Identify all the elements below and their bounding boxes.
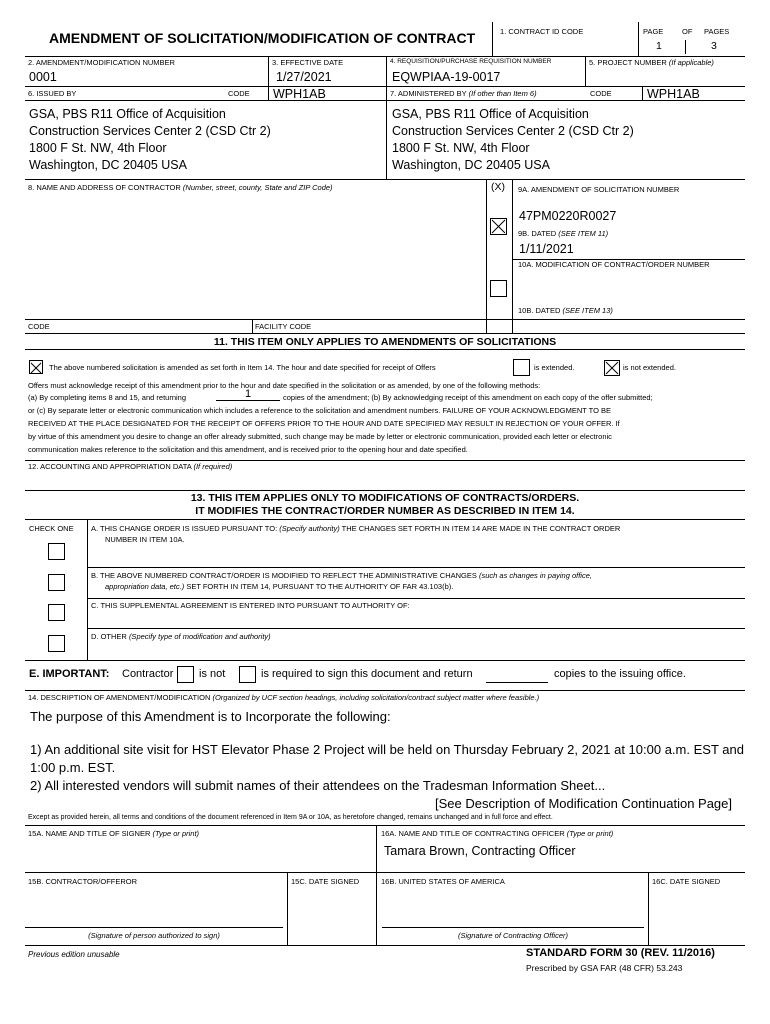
not-extended-label: is not extended. — [623, 363, 676, 372]
item11-line3: or (c) By separate letter or electronic communication which includes a reference to the solicitation and amendment numbers. FAILURE OF YOUR ACKNOWLEDGMENT TO BE — [28, 406, 612, 415]
item13b-line2: appropriation data, etc.) SET FORTH IN ITEM 14, PURSUANT TO THE AUTHORITY OF FAR 43.103(b). — [105, 582, 454, 591]
box6-code-label: CODE — [228, 89, 250, 98]
facility-code-label: FACILITY CODE — [255, 322, 312, 331]
rule — [87, 567, 745, 568]
rule — [25, 86, 745, 87]
rule — [25, 179, 745, 180]
item16b-label: 16B. UNITED STATES OF AMERICA — [381, 877, 505, 886]
box5-label: 5. PROJECT NUMBER (If applicable) — [589, 58, 714, 67]
box7-code-label: CODE — [590, 89, 612, 98]
x-mark-icon — [30, 362, 42, 374]
item11-sentence: The above numbered solicitation is amended as set forth in Item 14. The hour and date specified for receipt of Offers — [49, 363, 436, 372]
box10-checkbox[interactable] — [490, 280, 507, 297]
page-divider — [685, 40, 686, 54]
rule — [492, 22, 493, 56]
effective-date[interactable]: 1/27/2021 — [276, 70, 332, 84]
rule — [25, 825, 745, 826]
rule — [25, 333, 745, 334]
rule — [376, 825, 377, 945]
solicitation-date[interactable]: 1/11/2021 — [519, 242, 574, 256]
rule — [25, 945, 745, 946]
item15c-label: 15C. DATE SIGNED — [291, 877, 360, 886]
of-label: OF — [682, 27, 693, 36]
is-not-label: is not — [199, 668, 226, 680]
copies-number[interactable]: 1 — [216, 388, 280, 401]
item15b-label: 15B. CONTRACTOR/OFFEROR — [28, 877, 138, 886]
item13d-label: D. OTHER (Specify type of modification and authority) — [91, 632, 271, 641]
description-line5: 2) All interested vendors will submit names of their attendees on the Tradesman Information Sheet... — [30, 778, 606, 793]
box9-checkbox[interactable] — [490, 218, 507, 235]
officer-signature-caption: (Signature of Contracting Officer) — [457, 931, 569, 940]
box6-label: 6. ISSUED BY — [28, 89, 77, 98]
box6-code[interactable]: WPH1AB — [273, 87, 326, 101]
item11-line6: communication makes reference to the solicitation and this amendment, and is received prior to the opening hour and date specified. — [28, 445, 468, 454]
amended-checkbox[interactable] — [29, 360, 43, 374]
signature-line — [382, 927, 644, 928]
rule — [386, 56, 387, 179]
rule — [87, 598, 745, 599]
important-label: E. IMPORTANT: — [29, 668, 110, 680]
not-extended-checkbox[interactable] — [604, 360, 620, 376]
rule — [25, 319, 745, 320]
item13a-checkbox[interactable] — [48, 543, 65, 560]
copies-return-field[interactable] — [486, 682, 548, 683]
item13c-checkbox[interactable] — [48, 604, 65, 621]
box7-code[interactable]: WPH1AB — [647, 87, 700, 101]
rule — [25, 100, 745, 101]
box1-label: 1. CONTRACT ID CODE — [500, 27, 584, 36]
solicitation-number[interactable]: 47PM0220R0027 — [519, 209, 617, 223]
item13b-line1: B. THE ABOVE NUMBERED CONTRACT/ORDER IS MODIFIED TO REFLECT THE ADMINISTRATIVE CHANGES (such as changes in paying office, — [91, 571, 592, 580]
issued-by-address: GSA, PBS R11 Office of Acquisition Construction Services Center 2 (CSD Ctr 2) 1800 F St. NW, 4th Floor Washington, DC 20405 USA — [29, 107, 271, 172]
check-one-label: CHECK ONE — [29, 524, 74, 533]
rule — [25, 660, 745, 661]
amendment-number[interactable]: 0001 — [29, 70, 57, 84]
rule — [512, 179, 513, 333]
rule — [25, 460, 745, 461]
box10b-label: 10B. DATED (SEE ITEM 13) — [518, 306, 613, 315]
item15a-label: 15A. NAME AND TITLE OF SIGNER (Type or print) — [28, 829, 200, 838]
rule — [87, 628, 745, 629]
box8-label: 8. NAME AND ADDRESS OF CONTRACTOR (Number, street, county, State and ZIP Code) — [28, 183, 333, 192]
rule — [25, 56, 745, 57]
description-line3: 1) An additional site visit for HST Elevator Phase 2 Project will be held on Thursday February 2, 2021 at 10:00 a.m. EST and — [30, 742, 744, 757]
description-line1: The purpose of this Amendment is to Incorporate the following: — [30, 709, 391, 724]
form-number: STANDARD FORM 30 (REV. 11/2016) — [526, 947, 715, 959]
item11-line4: RECEIVED AT THE PLACE DESIGNATED FOR THE RECEIPT OF OFFERS PRIOR TO THE HOUR AND DATE SPECIFIED MAY RESULT IN REJECTION OF YOUR OFFER. If — [28, 419, 620, 428]
previous-edition: Previous edition unusable — [28, 950, 120, 959]
contractor-label: Contractor — [122, 668, 174, 680]
x-mark-icon — [605, 361, 619, 375]
item11-line2b: copies of the amendment; (b) By acknowledging receipt of this amendment on each copy of the offer submitted; — [283, 393, 653, 402]
rule — [25, 519, 745, 520]
is-required-label: is required to sign this document and return — [261, 668, 473, 680]
rule — [638, 22, 639, 56]
item11-line2a: (a) By completing items 8 and 15, and returning — [28, 393, 187, 402]
extended-checkbox[interactable] — [513, 359, 530, 376]
item12-label: 12. ACCOUNTING AND APPROPRIATION DATA (If required) — [28, 462, 233, 471]
rule — [268, 86, 269, 100]
contracting-officer-name[interactable]: Tamara Brown, Contracting Officer — [384, 844, 576, 858]
rule — [25, 690, 745, 691]
prescribed-by: Prescribed by GSA FAR (48 CFR) 53.243 — [526, 963, 683, 973]
box9a-label: 9A. AMENDMENT OF SOLICITATION NUMBER — [518, 185, 680, 194]
item16a-label: 16A. NAME AND TITLE OF CONTRACTING OFFICER (Type or print) — [381, 829, 614, 838]
rule — [486, 179, 487, 333]
x-column-label: (X) — [491, 181, 505, 193]
signature-line — [25, 927, 283, 928]
rule — [252, 319, 253, 333]
item13-heading2: IT MODIFIES THE CONTRACT/ORDER NUMBER AS DESCRIBED IN ITEM 14. — [195, 505, 575, 517]
item13a-line2: NUMBER IN ITEM 10A. — [105, 535, 185, 544]
item16c-label: 16C. DATE SIGNED — [652, 877, 721, 886]
contractor-signature-caption: (Signature of person authorized to sign) — [88, 931, 220, 940]
box3-label: 3. EFFECTIVE DATE — [272, 58, 344, 67]
box7-label: 7. ADMINISTERED BY (If other than Item 6) — [390, 89, 537, 98]
form-title: AMENDMENT OF SOLICITATION/MODIFICATION OF CONTRACT — [49, 30, 476, 46]
pages-label: PAGES — [704, 27, 730, 36]
description-line4: 1:00 p.m. EST. — [30, 760, 116, 775]
rule — [585, 56, 586, 86]
box10a-label: 10A. MODIFICATION OF CONTRACT/ORDER NUMBER — [518, 260, 710, 269]
page-label: PAGE — [643, 27, 664, 36]
box4-label: 4. REQUISITION/PURCHASE REQUISITION NUMBER — [390, 58, 552, 65]
rule — [25, 490, 745, 491]
administered-by-address: GSA, PBS R11 Office of Acquisition Construction Services Center 2 (CSD Ctr 2) 1800 F St. NW, 4th Floor Washington, DC 20405 USA — [392, 107, 634, 172]
continuation-note: [See Description of Modification Continuation Page] — [435, 796, 733, 811]
item13b-checkbox[interactable] — [48, 574, 65, 591]
contractor-code-label: CODE — [28, 322, 50, 331]
rule — [648, 872, 649, 945]
rule — [25, 349, 745, 350]
box9b-label: 9B. DATED (SEE ITEM 11) — [518, 229, 609, 238]
is-required-checkbox[interactable] — [239, 666, 256, 683]
rule — [287, 872, 288, 945]
item11-line5: by virtue of this amendment you desire to change an offer already submitted, such change may be made by letter or electronic communication, provided each letter or electronic — [28, 432, 612, 441]
item13c-label: C. THIS SUPPLEMENTAL AGREEMENT IS ENTERED INTO PURSUANT TO AUTHORITY OF: — [91, 601, 410, 610]
rule — [642, 86, 643, 100]
extended-label: is extended. — [534, 363, 575, 372]
item13a-line1: A. THIS CHANGE ORDER IS ISSUED PURSUANT TO: (Specify authority) THE CHANGES SET FORTH IN ITEM 14 ARE MADE IN THE CONTRACT ORDER — [91, 524, 621, 533]
box2-label: 2. AMENDMENT/MODIFICATION NUMBER — [28, 58, 175, 67]
item14-label: 14. DESCRIPTION OF AMENDMENT/MODIFICATION (Organized by UCF section headings, including solicitation/contract subject matter where feasible.) — [28, 693, 540, 702]
copies-label: copies to the issuing office. — [554, 668, 686, 680]
item13-heading1: 13. THIS ITEM APPLIES ONLY TO MODIFICATIONS OF CONTRACTS/ORDERS. — [190, 492, 580, 504]
item11-line1: Offers must acknowledge receipt of this amendment prior to the hour and date specified in the solicitation or as amended, by one of the following methods: — [28, 381, 541, 390]
rule — [25, 872, 745, 873]
page-number: 1 — [656, 40, 662, 52]
rule — [87, 519, 88, 660]
total-pages: 3 — [711, 40, 717, 52]
requisition-number[interactable]: EQWPIAA-19-0017 — [392, 70, 501, 84]
is-not-checkbox[interactable] — [177, 666, 194, 683]
x-mark-icon — [491, 219, 506, 234]
except-text: Except as provided herein, all terms and conditions of the document referenced in Item 9A or 10A, as heretofore changed, remains unchanged and in full force and effect. — [28, 814, 553, 821]
item11-heading: 11. THIS ITEM ONLY APPLIES TO AMENDMENTS OF SOLICITATIONS — [213, 336, 557, 348]
item13d-checkbox[interactable] — [48, 635, 65, 652]
